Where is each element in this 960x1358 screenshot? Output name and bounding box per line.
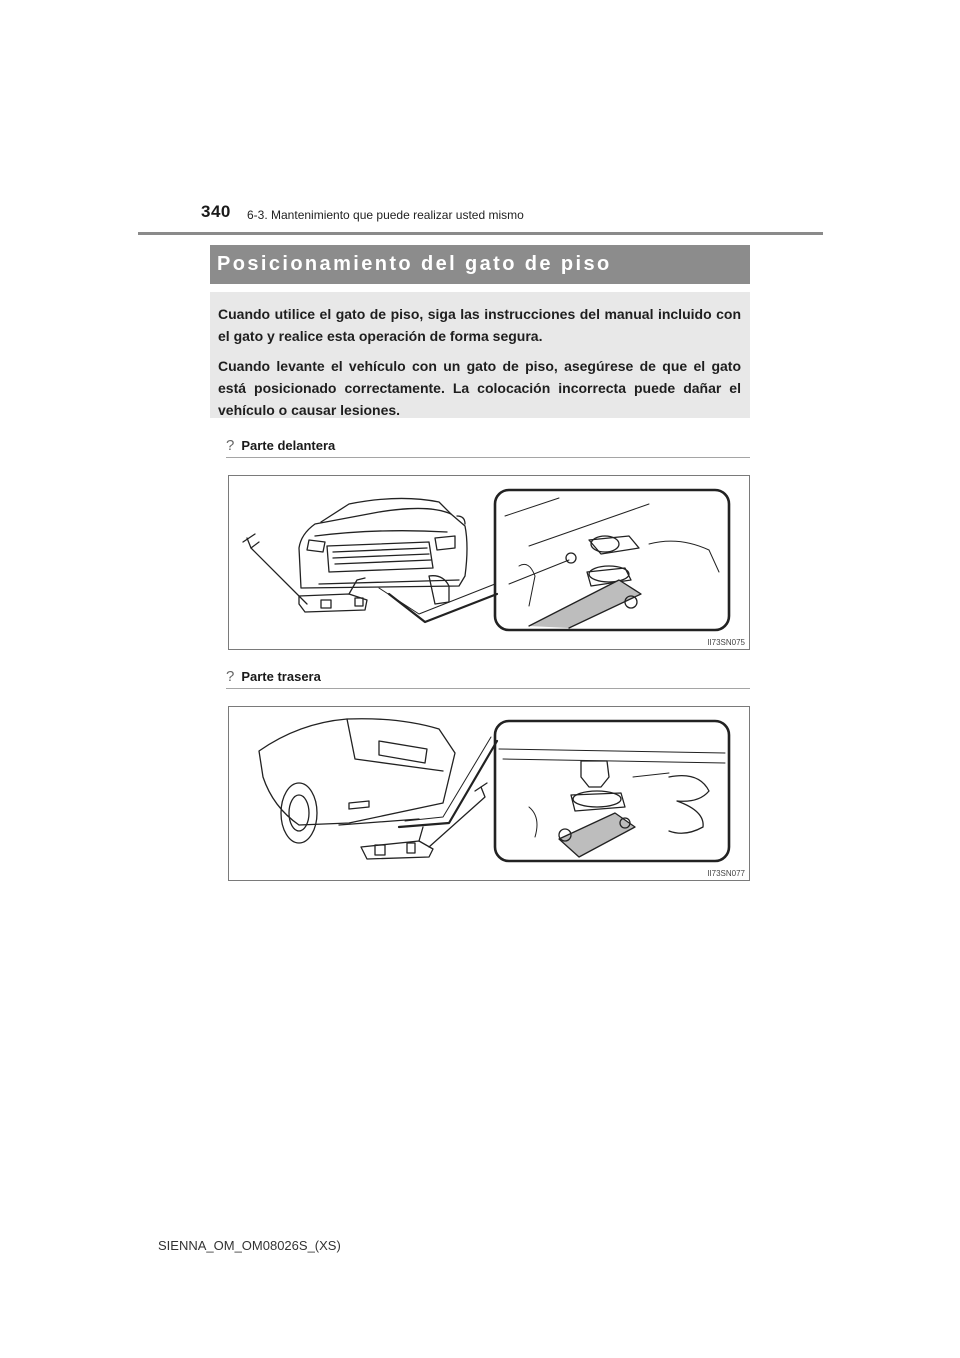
- rear-jack-figure: [228, 706, 750, 881]
- page-number: 340: [201, 202, 231, 221]
- figure-code: II73SN077: [707, 869, 745, 878]
- question-marker-icon: ?: [226, 437, 235, 454]
- front-heading-rule: [226, 457, 750, 458]
- rear-heading: [226, 668, 321, 685]
- title-bar: [210, 245, 750, 284]
- front-heading: [226, 437, 335, 454]
- document-code: SIENNA_OM_OM08026S_(XS): [158, 1238, 341, 1253]
- front-detail-frame: [495, 490, 729, 630]
- car-tail-light: [379, 741, 427, 763]
- jack-saddle: [571, 793, 625, 811]
- rear-heading-label: Parte trasera: [241, 669, 321, 684]
- jack-body: [361, 841, 433, 859]
- car-rear-body: [259, 719, 455, 825]
- intro-paragraph: Cuando utilice el gato de piso, siga las instrucciones del manual incluido con el gato y realice esta operación de forma segura.: [218, 306, 741, 344]
- intro-paragraph: Cuando levante el vehículo con un gato de piso, asegúrese de que el gato está posicionado correctamente. La colocación incorrecta puede dañar el vehículo o causar lesiones.: [218, 358, 741, 418]
- jack-handle: [429, 787, 485, 847]
- coil-spring: [669, 776, 709, 834]
- jack-handle: [247, 538, 307, 604]
- section-title: 6-3. Mantenimiento que puede realizar usted mismo: [247, 208, 524, 222]
- car-rear-wheel: [281, 783, 317, 843]
- question-marker-icon: ?: [226, 668, 235, 685]
- front-heading-label: Parte delantera: [241, 438, 336, 453]
- figure-code: II73SN075: [707, 638, 745, 647]
- rear-heading-rule: [226, 688, 750, 689]
- front-jack-illustration: [229, 476, 749, 649]
- jack-point: [589, 536, 639, 554]
- header-divider: [138, 232, 823, 235]
- jack-body: [299, 594, 367, 612]
- rear-jack-illustration: [229, 707, 749, 880]
- front-jack-figure: [228, 475, 750, 650]
- jack-arm: [529, 580, 641, 628]
- intro-box: [210, 292, 750, 418]
- jack-point: [581, 761, 609, 787]
- car-windshield: [321, 498, 451, 522]
- page-title: Posicionamiento del gato de piso: [217, 253, 612, 275]
